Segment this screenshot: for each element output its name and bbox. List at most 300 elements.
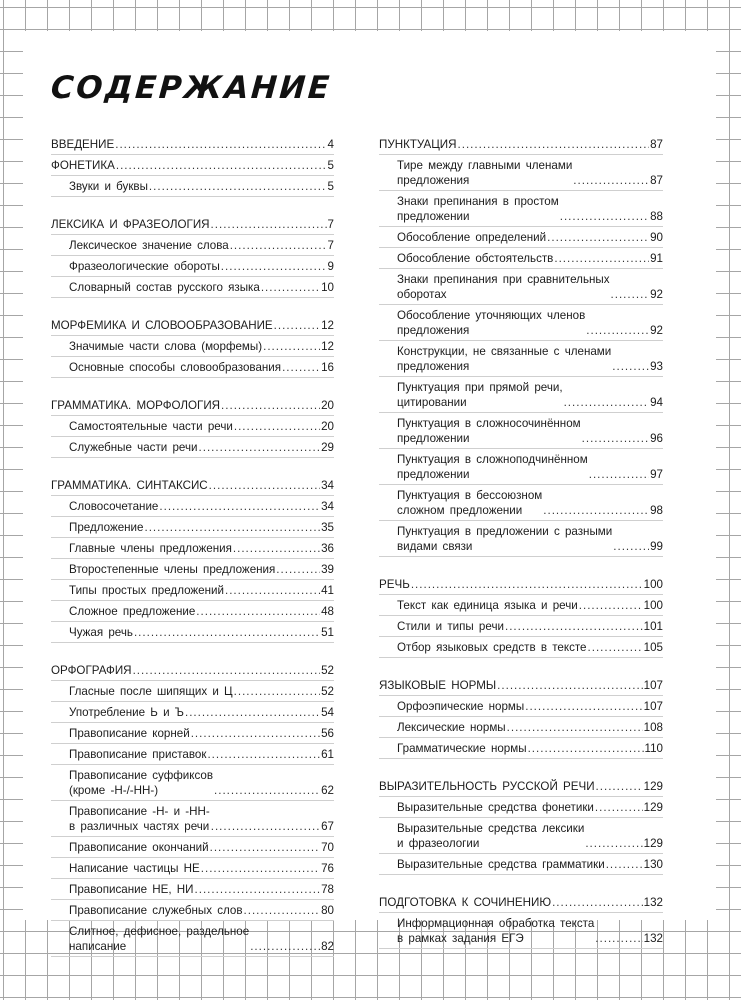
page-number: 7 <box>327 238 334 252</box>
page-number: 78 <box>321 882 334 896</box>
dot-leader <box>201 861 320 876</box>
page-number: 7 <box>327 217 334 231</box>
toc-entry[interactable] <box>379 521 663 557</box>
toc-entry[interactable] <box>379 892 663 913</box>
page-number: 67 <box>321 819 334 833</box>
toc-entry-line: сложном предложении <box>397 503 523 517</box>
toc-entry-line: Пунктуация в сложноподчинённом <box>397 452 588 466</box>
toc-entry[interactable] <box>379 854 663 875</box>
toc-entry-line: и фразеологии <box>397 836 480 850</box>
dot-leader <box>230 238 327 253</box>
toc-entry[interactable] <box>379 913 663 949</box>
toc-entry-title <box>69 840 209 855</box>
toc-entry[interactable] <box>379 449 663 485</box>
toc-entry[interactable] <box>379 818 663 854</box>
toc-section <box>379 574 663 658</box>
toc-section <box>51 660 334 957</box>
toc-entry-title <box>69 238 229 253</box>
dot-leader <box>210 840 320 855</box>
dot-leader <box>234 419 320 434</box>
toc-entry[interactable] <box>379 134 663 155</box>
toc-entry-title <box>69 861 200 876</box>
toc-entry-title <box>397 251 553 266</box>
toc-entry[interactable] <box>51 517 334 538</box>
page-number: 107 <box>643 678 663 692</box>
toc-entry-title <box>397 619 504 634</box>
dot-leader <box>185 705 320 720</box>
toc-entry-title <box>397 916 594 946</box>
toc-entry-title <box>379 577 410 592</box>
toc-entry-title <box>397 230 546 245</box>
dot-leader <box>497 678 643 693</box>
toc-entry[interactable] <box>379 637 663 658</box>
toc-entry[interactable] <box>51 801 334 837</box>
dot-leader <box>211 217 327 232</box>
toc-entry-line: Словосочетание <box>69 499 159 513</box>
toc-entry[interactable] <box>51 900 334 921</box>
page-number: 101 <box>643 619 663 633</box>
toc-entry[interactable] <box>51 437 334 458</box>
dot-leader <box>505 619 643 634</box>
toc-entry[interactable] <box>379 675 663 696</box>
toc-entry-line: Употребление Ь и Ъ <box>69 705 184 719</box>
dot-leader <box>543 503 649 518</box>
dot-leader <box>244 903 321 918</box>
toc-entry-line: видами связи <box>397 539 473 553</box>
dot-leader <box>214 783 320 798</box>
toc-entry-line: Словарный состав русского языка <box>69 280 260 294</box>
toc-entry-title <box>69 562 275 577</box>
toc-entry-title <box>51 137 114 152</box>
dot-leader <box>560 209 649 224</box>
dot-leader <box>282 360 320 375</box>
toc-entry-title <box>397 416 581 446</box>
dot-leader <box>274 318 320 333</box>
dot-leader <box>115 137 326 152</box>
dot-leader <box>221 398 320 413</box>
dot-leader <box>612 359 649 374</box>
toc-entry-line: ПУНКТУАЦИЯ <box>379 137 457 151</box>
toc-entry-line: МОРФЕМИКА И СЛОВООБРАЗОВАНИЕ <box>51 318 273 332</box>
dot-leader <box>554 251 649 266</box>
toc-entry-title <box>69 804 210 834</box>
toc-entry-line: Стили и типы речи <box>397 619 504 633</box>
toc-section <box>51 395 334 458</box>
toc-entry[interactable] <box>51 475 334 496</box>
toc-entry-line: Слитное, дефисное, раздельное <box>69 924 250 938</box>
page-number: 12 <box>321 318 334 332</box>
toc-entry[interactable] <box>379 485 663 521</box>
dot-leader <box>564 395 650 410</box>
toc-entry[interactable] <box>379 155 663 191</box>
toc-entry-title <box>397 344 611 374</box>
page-number: 82 <box>321 939 334 953</box>
page-number: 36 <box>321 541 334 555</box>
toc-entry-line: предложении <box>397 467 470 481</box>
dot-leader <box>582 431 649 446</box>
toc-column-left <box>51 134 334 974</box>
toc-entry[interactable] <box>379 341 663 377</box>
page-number: 61 <box>321 747 334 761</box>
page-number: 52 <box>321 684 334 698</box>
toc-entry-line: ВЫРАЗИТЕЛЬНОСТЬ РУССКОЙ РЕЧИ <box>379 779 595 793</box>
toc-entry-line: Значимые части слова (морфемы) <box>69 339 263 353</box>
toc-entry-title <box>69 259 220 274</box>
toc-entry[interactable] <box>379 305 663 341</box>
toc-section <box>51 134 334 197</box>
toc-entry[interactable] <box>51 155 334 176</box>
toc-entry-line: Информационная обработка текста <box>397 916 595 930</box>
toc-entry[interactable] <box>51 235 334 256</box>
toc-entry-title <box>69 604 195 619</box>
page-number: 92 <box>650 287 663 301</box>
toc-entry-title <box>379 137 457 152</box>
toc-entry[interactable] <box>51 395 334 416</box>
page-number: 48 <box>321 604 334 618</box>
toc-entry-title <box>51 158 115 173</box>
toc-entry-line: Предложение <box>69 520 144 534</box>
toc-entry-line: Правописание служебных слов <box>69 903 243 917</box>
toc-entry[interactable] <box>51 134 334 155</box>
toc-entry[interactable] <box>51 336 334 357</box>
toc-entry-title <box>69 499 158 514</box>
toc-section <box>51 315 334 378</box>
page-number: 87 <box>650 173 663 187</box>
toc-entry-title <box>69 747 206 762</box>
toc-entry-line: Выразительные средства грамматики <box>397 857 605 871</box>
dot-leader <box>595 800 643 815</box>
page-number: 9 <box>327 259 334 273</box>
toc-entry[interactable] <box>51 357 334 378</box>
toc-entry-line: в рамках задания ЕГЭ <box>397 931 524 945</box>
dot-leader <box>458 137 650 152</box>
toc-entry-line: Конструкции, не связанные с членами <box>397 344 612 358</box>
page-number: 93 <box>650 359 663 373</box>
dot-leader <box>585 836 642 851</box>
dot-leader <box>573 173 649 188</box>
page-number: 100 <box>643 577 663 591</box>
page-number: 88 <box>650 209 663 223</box>
toc-entry-line: Пунктуация в сложносочинённом <box>397 416 581 430</box>
toc-entry-title <box>397 452 588 482</box>
page-number: 16 <box>321 360 334 374</box>
toc-entry[interactable] <box>51 256 334 277</box>
toc-entry-title <box>379 678 496 693</box>
toc-entry-line: ГРАММАТИКА. МОРФОЛОГИЯ <box>51 398 221 412</box>
dot-leader <box>191 726 320 741</box>
page-number: 92 <box>650 323 663 337</box>
toc-entry-title <box>397 158 572 188</box>
page-number: 34 <box>321 499 334 513</box>
toc-entry-line: Правописание приставок <box>69 747 207 761</box>
toc-entry-line: Правописание окончаний <box>69 840 209 854</box>
toc-entry-title <box>69 520 143 535</box>
toc-entry-title <box>397 800 594 815</box>
toc-entry-title <box>397 488 542 518</box>
dot-leader <box>133 663 321 678</box>
toc-entry-line: Пунктуация в бессоюзном <box>397 488 543 502</box>
toc-entry-line: Пунктуация при прямой речи, <box>397 380 563 394</box>
toc-entry-line: предложения <box>397 173 470 187</box>
toc-entry-title <box>69 726 190 741</box>
dot-leader <box>588 640 643 655</box>
toc-entry-title <box>69 541 232 556</box>
toc-entry-line: ОРФОГРАФИЯ <box>51 663 132 677</box>
toc-entry-line: Правописание суффиксов <box>69 768 214 782</box>
page-title: СОДЕРЖАНИЕ <box>49 70 333 106</box>
page-number: 56 <box>321 726 334 740</box>
toc-entry-title <box>397 272 610 302</box>
toc-section <box>379 134 663 557</box>
toc-entry[interactable] <box>51 559 334 580</box>
toc-entry-title <box>379 779 595 794</box>
page-number: 100 <box>643 598 663 612</box>
toc-entry-title <box>397 699 524 714</box>
toc-entry-title <box>69 339 262 354</box>
toc-entry-line: Главные члены предложения <box>69 541 232 555</box>
toc-entry-line: Звуки и буквы <box>69 179 148 193</box>
toc-entry[interactable] <box>379 616 663 637</box>
page-number: 52 <box>321 663 334 677</box>
toc-entry-title <box>69 419 233 434</box>
dot-leader <box>144 520 320 535</box>
toc-entry-title <box>397 194 559 224</box>
dot-leader <box>552 895 643 910</box>
dot-leader <box>589 467 649 482</box>
dot-leader <box>225 583 320 598</box>
toc-entry-line: оборотах <box>397 287 447 301</box>
toc-entry-line: Сложное предложение <box>69 604 196 618</box>
page-number: 12 <box>321 339 334 353</box>
dot-leader <box>233 541 320 556</box>
toc-entry-line: Основные способы словообразования <box>69 360 282 374</box>
toc-entry-line: Знаки препинания в простом <box>397 194 559 208</box>
toc-entry[interactable] <box>51 214 334 235</box>
toc-entry[interactable] <box>379 776 663 797</box>
toc-entry-line: Текст как единица языка и речи <box>397 598 578 612</box>
dot-leader <box>211 819 320 834</box>
toc-entry-title <box>69 882 194 897</box>
page-number: 130 <box>643 857 663 871</box>
toc-entry-title <box>69 684 233 699</box>
toc-entry[interactable] <box>379 797 663 818</box>
toc-entry[interactable] <box>379 717 663 738</box>
toc-entry[interactable] <box>379 595 663 616</box>
toc-entry[interactable] <box>51 921 334 957</box>
toc-entry-line: Служебные части речи <box>69 440 198 454</box>
toc-entry[interactable] <box>379 377 663 413</box>
page-number: 4 <box>327 137 334 151</box>
page-number: 90 <box>650 230 663 244</box>
page-number: 80 <box>321 903 334 917</box>
toc-entry[interactable] <box>51 538 334 559</box>
toc-entry[interactable] <box>51 681 334 702</box>
dot-leader <box>263 339 320 354</box>
dot-leader <box>579 598 643 613</box>
dot-leader <box>199 440 321 455</box>
dot-leader <box>507 720 643 735</box>
page-number: 96 <box>650 431 663 445</box>
toc-entry-line: Выразительные средства фонетики <box>397 800 594 814</box>
dot-leader <box>209 478 320 493</box>
page-number: 94 <box>650 395 663 409</box>
toc-entry[interactable] <box>51 837 334 858</box>
dot-leader <box>525 699 642 714</box>
page-number: 132 <box>643 895 663 909</box>
toc-entry[interactable] <box>379 248 663 269</box>
dot-leader <box>234 684 320 699</box>
dot-leader <box>611 287 650 302</box>
toc-entry-line: цитировании <box>397 395 467 409</box>
page-number: 10 <box>321 280 334 294</box>
dot-leader <box>528 741 644 756</box>
toc-entry[interactable] <box>379 738 663 759</box>
dot-leader <box>195 882 321 897</box>
toc-entry[interactable] <box>51 660 334 681</box>
page-number: 62 <box>321 783 334 797</box>
dot-leader <box>196 604 320 619</box>
toc-entry-title <box>51 478 208 493</box>
page-number: 91 <box>650 251 663 265</box>
toc-entry[interactable] <box>51 277 334 298</box>
toc-entry-line: Обособление определений <box>397 230 547 244</box>
toc-entry-title <box>51 217 210 232</box>
toc-entry[interactable] <box>51 601 334 622</box>
toc-entry[interactable] <box>51 744 334 765</box>
toc-entry-title <box>397 640 587 655</box>
toc-column-right <box>379 134 663 966</box>
toc-entry-title <box>397 380 563 410</box>
toc-entry-title <box>397 857 605 872</box>
toc-entry[interactable] <box>51 580 334 601</box>
dot-leader <box>159 499 320 514</box>
toc-entry-line: Фразеологические обороты <box>69 259 220 273</box>
toc-section <box>379 675 663 759</box>
page-number: 107 <box>643 699 663 713</box>
toc-entry[interactable] <box>51 765 334 801</box>
page-number: 132 <box>643 931 663 945</box>
toc-entry-title <box>379 895 551 910</box>
toc-section <box>51 475 334 643</box>
toc-entry[interactable] <box>379 191 663 227</box>
toc-entry-title <box>397 741 527 756</box>
toc-entry[interactable] <box>51 723 334 744</box>
page-number: 29 <box>321 440 334 454</box>
toc-entry-line: Орфоэпические нормы <box>397 699 525 713</box>
page-number: 41 <box>321 583 334 597</box>
page-number: 99 <box>650 539 663 553</box>
toc-entry-title <box>69 583 224 598</box>
toc-entry[interactable] <box>51 858 334 879</box>
toc-entry-title <box>69 440 198 455</box>
toc-entry-line: Лексические нормы <box>397 720 506 734</box>
toc-entry[interactable] <box>51 622 334 643</box>
toc-entry-line: Правописание -Н- и -НН- <box>69 804 210 818</box>
toc-entry[interactable] <box>379 269 663 305</box>
toc-entry-line: ФОНЕТИКА <box>51 158 115 172</box>
toc-entry-line: Отбор языковых средств в тексте <box>397 640 587 654</box>
toc-entry[interactable] <box>379 413 663 449</box>
dot-leader <box>207 747 320 762</box>
toc-entry-title <box>69 360 281 375</box>
toc-entry-line: РЕЧЬ <box>379 577 410 591</box>
toc-entry-title <box>397 821 584 851</box>
page-number: 54 <box>321 705 334 719</box>
toc-entry[interactable] <box>51 496 334 517</box>
page-number: 105 <box>643 640 663 654</box>
toc-entry[interactable] <box>379 696 663 717</box>
toc-entry[interactable] <box>51 879 334 900</box>
toc-entry-line: (кроме -Н-/-НН-) <box>69 783 159 797</box>
toc-entry-title <box>69 280 260 295</box>
toc-entry-title <box>69 625 133 640</box>
toc-entry-title <box>397 308 585 338</box>
toc-entry-title <box>51 663 132 678</box>
toc-entry[interactable] <box>51 416 334 437</box>
toc-entry-title <box>397 524 612 554</box>
page-number: 129 <box>643 836 663 850</box>
page-number: 108 <box>643 720 663 734</box>
toc-entry-title <box>397 720 506 735</box>
toc-entry-line: предложении <box>397 431 470 445</box>
toc-entry-title <box>69 924 249 954</box>
dot-leader <box>411 577 643 592</box>
page-number: 129 <box>643 800 663 814</box>
dot-leader <box>596 779 643 794</box>
page-number: 70 <box>321 840 334 854</box>
dot-leader <box>595 931 642 946</box>
toc-entry-line: Гласные после шипящих и Ц <box>69 684 233 698</box>
page-number: 35 <box>321 520 334 534</box>
toc-entry-title <box>51 398 220 413</box>
toc-entry[interactable] <box>379 574 663 595</box>
toc-entry-line: Типы простых предложений <box>69 583 224 597</box>
toc-section <box>379 892 663 949</box>
dot-leader <box>149 179 327 194</box>
toc-entry-line: в различных частях речи <box>69 819 210 833</box>
toc-entry[interactable] <box>51 176 334 197</box>
page-number: 51 <box>321 625 334 639</box>
dot-leader <box>613 539 649 554</box>
dot-leader <box>221 259 327 274</box>
toc-entry-line: Лексическое значение слова <box>69 238 229 252</box>
toc-entry[interactable] <box>51 702 334 723</box>
toc-entry-line: Знаки препинания при сравнительных <box>397 272 610 286</box>
toc-entry-line: Обособление уточняющих членов <box>397 308 586 322</box>
toc-entry-title <box>69 179 148 194</box>
toc-entry-line: предложения <box>397 359 470 373</box>
dot-leader <box>250 939 320 954</box>
toc-entry-title <box>69 768 213 798</box>
toc-entry-line: ЯЗЫКОВЫЕ НОРМЫ <box>379 678 497 692</box>
page-number: 5 <box>327 158 334 172</box>
dot-leader <box>276 562 320 577</box>
dot-leader <box>261 280 320 295</box>
toc-entry-line: Чужая речь <box>69 625 133 639</box>
toc-entry-line: Второстепенные члены предложения <box>69 562 276 576</box>
page-number: 97 <box>650 467 663 481</box>
page-number: 34 <box>321 478 334 492</box>
toc-entry[interactable] <box>51 315 334 336</box>
toc-entry[interactable] <box>379 227 663 248</box>
page-number: 39 <box>321 562 334 576</box>
page-number: 20 <box>321 419 334 433</box>
page-number: 20 <box>321 398 334 412</box>
page-number: 129 <box>643 779 663 793</box>
toc-entry-line: ГРАММАТИКА. СИНТАКСИС <box>51 478 208 492</box>
toc-entry-line: предложения <box>397 323 470 337</box>
page-number: 110 <box>644 741 663 755</box>
